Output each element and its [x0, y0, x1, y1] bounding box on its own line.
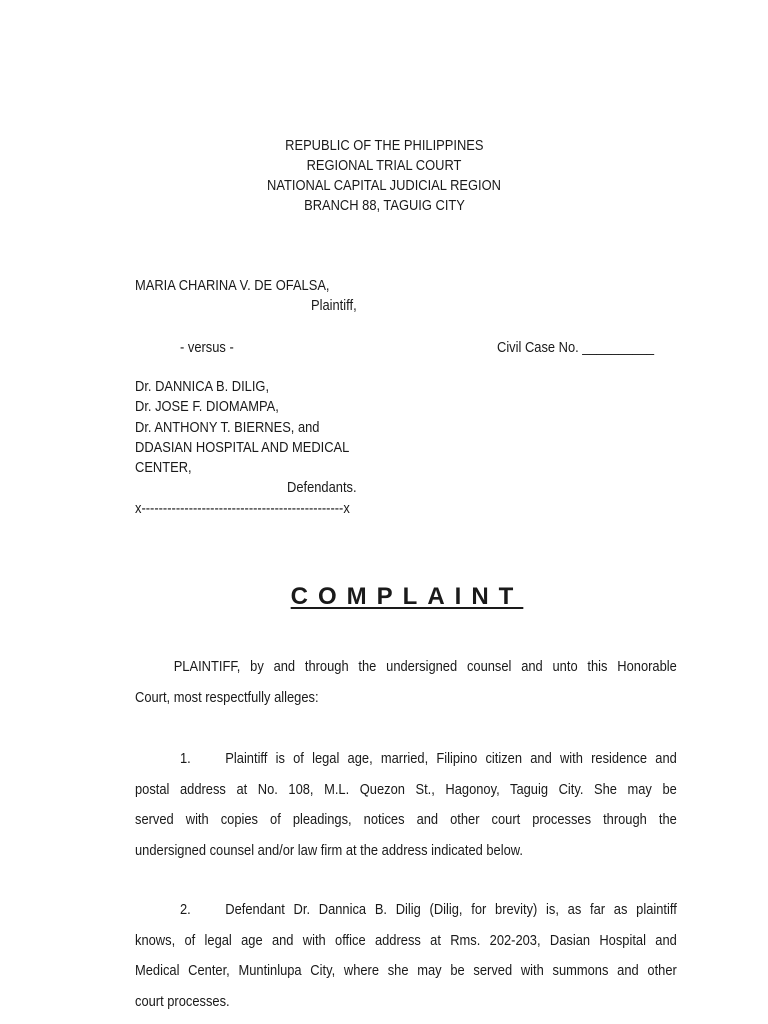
paragraph-1-line-2: postal address at No. 108, M.L. Quezon St., Hagonoy, Taguig City. She may be [135, 780, 677, 798]
paragraph-1-line-3: served with copies of pleadings, notices and other court processes through the [135, 811, 677, 828]
allegation-paragraph-1 [135, 744, 677, 866]
plaintiff-name: MARIA CHARINA V. DE OFALSA, [135, 277, 330, 294]
paragraph-1-line-1: Plaintiff is of legal age, married, Filipino citizen and with residence and [225, 750, 677, 767]
paragraph-2-line-3: Medical Center, Muntinlupa City, where she may be served with summons and other [135, 962, 677, 979]
allegation-paragraph-2 [135, 895, 677, 1017]
court-header-region: NATIONAL CAPITAL JUDICIAL REGION [267, 177, 501, 194]
defendant-3: Dr. ANTHONY T. BIERNES, and [135, 419, 320, 436]
intro-line-1: PLAINTIFF, by and through the undersigned counsel and unto this Honorable [173, 658, 677, 675]
document-title: COMPLAINT [290, 583, 524, 610]
defendants-role: Defendants. [287, 479, 357, 496]
court-header-rtc: REGIONAL TRIAL COURT [306, 157, 462, 174]
plaintiff-role: Plaintiff, [311, 297, 357, 314]
caption-separator: x-----------------------------------------------x [135, 500, 350, 517]
court-header-branch: BRANCH 88, TAGUIG CITY [303, 197, 465, 214]
defendant-4-cont: CENTER, [135, 459, 192, 476]
paragraph-1-number: 1. [180, 750, 191, 767]
intro-line-2: Court, most respectfully alleges: [135, 688, 319, 706]
civil-case-number: Civil Case No. __________ [497, 339, 655, 356]
paragraph-2-line-1: Defendant Dr. Dannica B. Dilig (Dilig, for brevity) is, as far as plaintiff [225, 901, 677, 918]
defendant-2: Dr. JOSE F. DIOMAMPA, [135, 398, 279, 415]
paragraph-2-number: 2. [180, 901, 191, 918]
court-header-republic: REPUBLIC OF THE PHILIPPINES [284, 137, 484, 154]
intro-paragraph [135, 652, 677, 713]
versus-label: - versus - [180, 339, 234, 356]
paragraph-2-line-2: knows, of legal age and with office address at Rms. 202-203, Dasian Hospital and [135, 931, 677, 949]
defendant-1: Dr. DANNICA B. DILIG, [135, 378, 270, 395]
defendant-4: DDASIAN HOSPITAL AND MEDICAL [135, 439, 350, 456]
paragraph-2-line-4: court processes. [135, 992, 230, 1010]
paragraph-1-line-4: undersigned counsel and/or law firm at the address indicated below. [135, 841, 523, 859]
